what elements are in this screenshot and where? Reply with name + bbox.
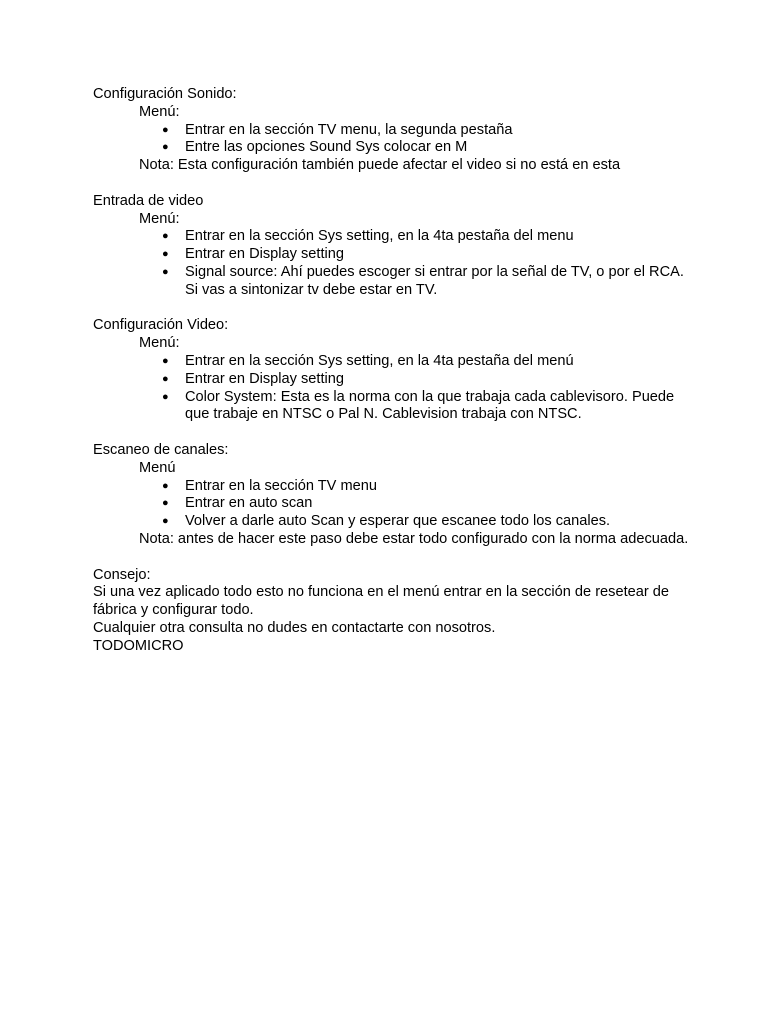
document-page xyxy=(93,86,693,656)
menu-label: Menú xyxy=(139,459,176,476)
section-title-configuracion-video: Configuración Video: xyxy=(93,317,229,334)
list-item: ● Entrar en la sección Sys setting, en la 4ta pestaña del menu xyxy=(162,228,574,245)
section-title-escaneo-canales: Escaneo de canales: xyxy=(93,441,229,458)
bullet-icon: ● xyxy=(162,141,169,154)
bullet-icon: ● xyxy=(162,390,169,403)
menu-label: Menú: xyxy=(139,335,180,352)
bullet-icon: ● xyxy=(162,497,169,510)
note-text: Nota: antes de hacer este paso debe estar todo configurado con la norma adecuada. xyxy=(139,530,689,547)
bullet-icon: ● xyxy=(162,230,169,243)
list-item: ● Entrar en auto scan xyxy=(162,495,313,512)
bullet-icon: ● xyxy=(162,354,169,367)
note-text: Nota: Esta configuración también puede afectar el video si no está en esta xyxy=(139,157,621,174)
signature: TODOMICRO xyxy=(93,637,184,654)
bullet-icon: ● xyxy=(162,123,169,136)
bullet-list xyxy=(93,228,693,299)
advice-title: Consejo: xyxy=(93,566,151,583)
list-item: ● Entrar en Display setting xyxy=(162,246,344,263)
menu-label: Menú: xyxy=(139,103,180,120)
section-title-sonido: Configuración Sonido: xyxy=(93,86,237,102)
bullet-list xyxy=(93,122,693,158)
list-item: ● Entrar en la sección Sys setting, en la 4ta pestaña del menú xyxy=(162,352,574,369)
section-title-entrada-video: Entrada de video xyxy=(93,192,204,209)
list-item: ● Signal source: Ahí puedes escoger si entrar por la señal de TV, o por el RCA. Si vas a sintonizar tv debe estar en TV. xyxy=(162,263,684,298)
list-item: ● Volver a darle auto Scan y esperar que escanee todo los canales. xyxy=(162,513,611,530)
bullet-icon: ● xyxy=(162,248,169,261)
bullet-list xyxy=(93,353,693,424)
bullet-icon: ● xyxy=(162,265,169,278)
advice-text: fábrica y configurar todo. xyxy=(93,602,254,619)
bullet-list xyxy=(93,478,693,531)
list-item: ● Color System: Esta es la norma con la que trabaja cada cablevisoro. Puede que trabaje en NTSC o Pal N. Cablevision trabaja con NTSC. xyxy=(162,388,675,423)
bullet-icon: ● xyxy=(162,479,169,492)
bullet-icon: ● xyxy=(162,372,169,385)
list-item: ● Entre las opciones Sound Sys colocar en M xyxy=(162,139,468,156)
list-item: ● Entrar en Display setting xyxy=(162,370,344,387)
contact-text: Cualquier otra consulta no dudes en contactarte con nosotros. xyxy=(93,619,496,636)
list-item: ● Entrar en la sección TV menu xyxy=(162,477,377,494)
menu-label: Menú: xyxy=(139,210,180,227)
bullet-icon: ● xyxy=(162,515,169,528)
list-item: ● Entrar en la sección TV menu, la segunda pestaña xyxy=(162,121,513,138)
advice-text: Si una vez aplicado todo esto no funciona en el menú entrar en la sección de resetear de xyxy=(93,584,670,601)
